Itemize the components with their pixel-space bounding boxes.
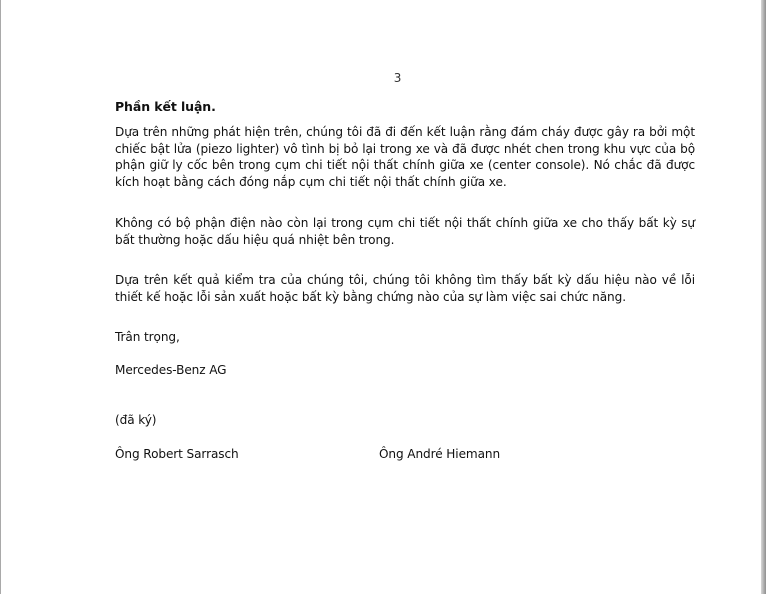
paragraph-no-defect: Dựa trên kết quả kiểm tra của chúng tôi, chúng tôi không tìm thấy bất kỳ dấu hiệu nào về lỗi thiết kế hoặc lỗi sản xuất hoặc bất kỳ bằng chứng nào của sự làm việc sai chức năng.	[115, 273, 695, 304]
signed-note: (đã ký)	[115, 413, 157, 427]
viewer-scroll-edge	[761, 0, 766, 594]
signatory-1: Ông Robert Sarrasch	[115, 447, 239, 461]
section-heading: Phần kết luận.	[115, 99, 216, 114]
paragraph-electrical: Không có bộ phận điện nào còn lại trong cụm chi tiết nội thất chính giữa xe cho thấy bất kỳ sự bất thường hoặc dấu hiệu quá nhiệt bên trong.	[115, 216, 695, 247]
signatory-2: Ông André Hiemann	[379, 447, 501, 461]
paragraph-conclusion: Dựa trên những phát hiện trên, chúng tôi đã đi đến kết luận rằng đám cháy được gây ra bởi một chiếc bật lửa (piezo lighter) vô tình bị bỏ lại trong xe và đã được nhét chen trong khu vực của bộ phận giữ ly cốc bên trong cụm chi tiết nội thất chính giữa xe (center console). Nó chắc đã được kích hoạt bằng cách đóng nắp cụm chi tiết nội thất chính giữa xe.	[115, 125, 695, 189]
closing-salutation: Trân trọng,	[115, 330, 180, 344]
company-name: Mercedes-Benz AG	[115, 363, 227, 377]
page-number: 3	[393, 71, 402, 85]
